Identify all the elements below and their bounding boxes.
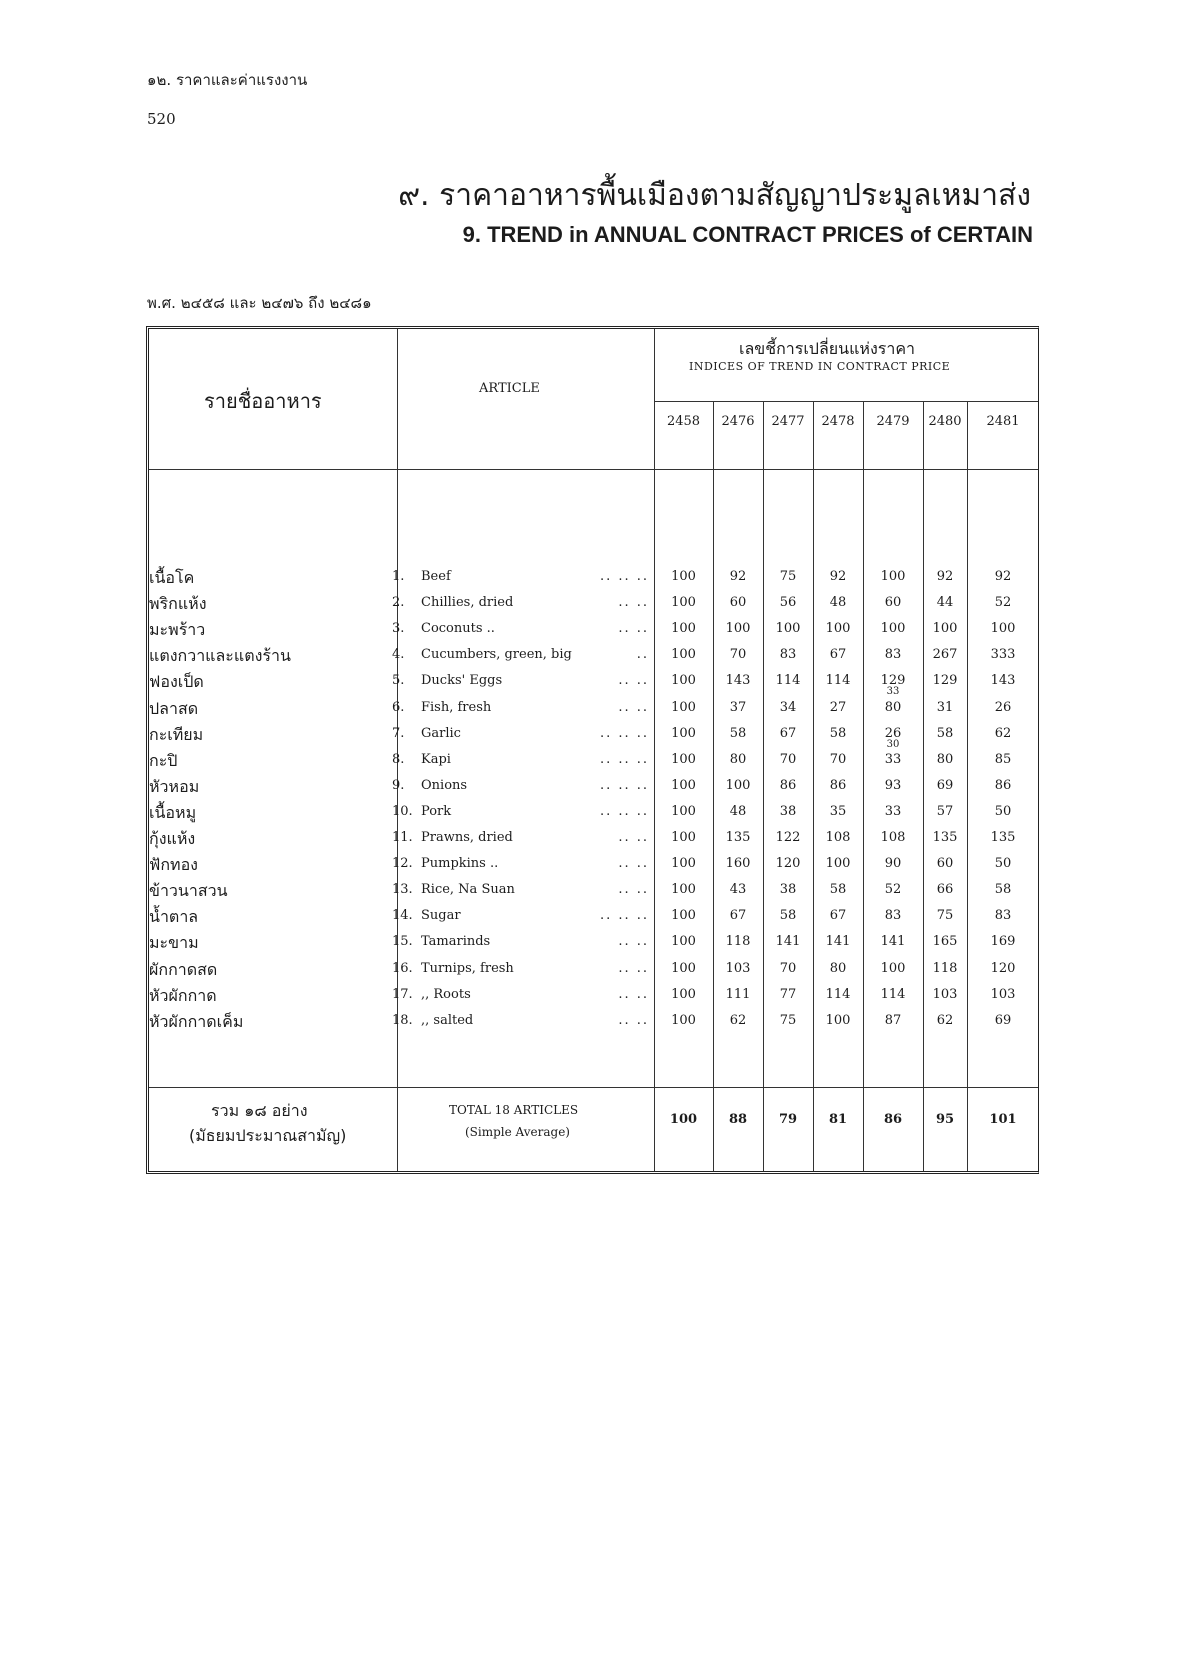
row-value: 58 — [829, 882, 847, 897]
row-value: 58 — [779, 908, 797, 923]
row-value: 57 — [936, 804, 954, 819]
row-value: 114 — [825, 987, 851, 1002]
row-value: 43 — [729, 882, 747, 897]
row-value: 135 — [932, 830, 958, 845]
total-value: 101 — [989, 1112, 1017, 1127]
row-article: Tamarinds — [421, 934, 491, 949]
row-value: 69 — [936, 778, 954, 793]
row-article: Rice, Na Suan — [421, 882, 515, 897]
row-value: 52 — [994, 595, 1012, 610]
row-value: 48 — [729, 804, 747, 819]
row-value: 267 — [932, 647, 958, 662]
year-header: 2476 — [721, 414, 755, 429]
row-value: 100 — [671, 882, 696, 897]
row-thai-name: กุ้งแห้ง — [149, 829, 196, 848]
row-article: Kapi — [421, 752, 451, 767]
leader-dots: .. .. .. — [599, 778, 649, 793]
row-value: 114 — [775, 673, 801, 688]
row-value: 100 — [671, 595, 696, 610]
row-value: 56 — [779, 595, 797, 610]
leader-dots: .. .. — [618, 595, 649, 610]
row-value: 103 — [725, 961, 751, 976]
row-value: 50 — [994, 804, 1012, 819]
row-value: 100 — [880, 621, 906, 636]
row-value: 100 — [671, 673, 696, 688]
row-value: 60 — [884, 595, 902, 610]
row-value: 67 — [829, 647, 847, 662]
row-article: Sugar — [421, 908, 461, 923]
leader-dots: .. .. .. — [599, 726, 649, 741]
row-article: ,, Roots — [421, 987, 471, 1002]
row-article: Garlic — [421, 726, 461, 741]
row-value: 67 — [779, 726, 797, 741]
row-value: 100 — [990, 621, 1016, 636]
row-value: 70 — [779, 961, 797, 976]
title-english: 9. TREND in ANNUAL CONTRACT PRICES of CERTAIN — [462, 222, 1033, 247]
row-value: 38 — [779, 804, 797, 819]
column-header-thai: รายชื่ออาหาร — [204, 389, 322, 413]
row-value: 52 — [884, 882, 902, 897]
row-value: 80 — [829, 961, 847, 976]
row-value: 33 — [884, 752, 902, 767]
row-thai-name: ฟักทอง — [149, 855, 198, 874]
row-thai-name: ผักกาดสด — [149, 960, 218, 979]
row-value: 100 — [671, 726, 696, 741]
row-number: 4. — [392, 647, 405, 662]
row-value: 143 — [990, 673, 1016, 688]
row-value: 58 — [829, 726, 847, 741]
row-value: 108 — [825, 830, 851, 845]
row-number: 9. — [392, 778, 405, 793]
handwritten-annotation: 30 — [886, 739, 900, 750]
row-value: 85 — [994, 752, 1012, 767]
year-header: 2479 — [876, 414, 910, 429]
row-value: 141 — [825, 934, 851, 949]
row-value: 92 — [936, 569, 954, 584]
row-value: 69 — [994, 1013, 1012, 1028]
row-value: 58 — [994, 882, 1012, 897]
row-value: 83 — [994, 908, 1012, 923]
row-number: 17. — [392, 987, 413, 1002]
row-value: 90 — [884, 856, 902, 871]
leader-dots: .. .. .. — [599, 908, 649, 923]
row-value: 143 — [725, 673, 751, 688]
row-value: 100 — [671, 569, 696, 584]
year-header: 2480 — [928, 414, 962, 429]
row-value: 60 — [729, 595, 747, 610]
row-thai-name: กะเทียม — [149, 725, 204, 744]
row-value: 135 — [990, 830, 1016, 845]
row-thai-name: ฟองเป็ด — [149, 672, 204, 691]
row-value: 31 — [936, 700, 954, 715]
row-article: Turnips, fresh — [421, 961, 514, 976]
row-value: 114 — [825, 673, 851, 688]
row-article: ,, salted — [421, 1013, 474, 1028]
row-value: 58 — [729, 726, 747, 741]
row-value: 160 — [725, 856, 751, 871]
row-value: 141 — [880, 934, 906, 949]
row-value: 100 — [671, 856, 696, 871]
row-value: 100 — [671, 830, 696, 845]
row-number: 8. — [392, 752, 405, 767]
row-value: 60 — [936, 856, 954, 871]
row-value: 80 — [936, 752, 954, 767]
row-value: 37 — [729, 700, 747, 715]
row-article: Coconuts .. — [421, 621, 495, 636]
row-thai-name: แตงกวาและแตงร้าน — [149, 646, 291, 665]
row-value: 70 — [829, 752, 847, 767]
row-value: 75 — [936, 908, 954, 923]
total-value: 86 — [883, 1112, 903, 1127]
row-value: 100 — [671, 700, 696, 715]
row-number: 18. — [392, 1013, 413, 1028]
leader-dots: .. .. — [618, 961, 649, 976]
total-value: 79 — [778, 1112, 798, 1127]
leader-dots: .. .. — [618, 673, 649, 688]
row-article: Onions — [421, 778, 468, 793]
indices-header-thai: เลขชี้การเปลี่ยนแห่งราคา — [739, 339, 916, 358]
row-value: 92 — [729, 569, 747, 584]
row-number: 2. — [392, 595, 405, 610]
title-thai: ๙. ราคาอาหารพื้นเมืองตามสัญญาประมูลเหมาส่ง — [398, 178, 1031, 213]
row-value: 100 — [775, 621, 801, 636]
row-value: 120 — [775, 856, 801, 871]
row-value: 100 — [671, 647, 696, 662]
header-divider — [654, 401, 1038, 402]
row-thai-name: เนื้อโค — [149, 568, 195, 587]
row-value: 100 — [671, 778, 696, 793]
total-divider — [149, 1087, 1038, 1088]
row-value: 111 — [725, 987, 751, 1002]
row-value: 48 — [829, 595, 847, 610]
leader-dots: .. .. — [618, 882, 649, 897]
row-value: 26 — [884, 726, 902, 741]
row-value: 80 — [729, 752, 747, 767]
row-value: 169 — [990, 934, 1016, 949]
row-value: 80 — [884, 700, 902, 715]
leader-dots: .. .. — [618, 856, 649, 871]
row-value: 100 — [671, 1013, 696, 1028]
row-value: 129 — [880, 673, 906, 688]
row-article: Chillies, dried — [421, 595, 514, 610]
row-thai-name: น้ำตาล — [149, 907, 199, 926]
year-header: 2477 — [771, 414, 805, 429]
leader-dots: .. .. — [618, 934, 649, 949]
leader-dots: .. .. — [618, 1013, 649, 1028]
row-value: 83 — [884, 647, 902, 662]
row-value: 100 — [671, 908, 696, 923]
row-value: 86 — [994, 778, 1012, 793]
row-value: 103 — [990, 987, 1016, 1002]
column-divider — [654, 329, 655, 1171]
row-value: 77 — [779, 987, 797, 1002]
row-thai-name: เนื้อหมู — [149, 803, 197, 822]
row-value: 100 — [671, 804, 696, 819]
row-number: 15. — [392, 934, 413, 949]
price-index-table — [146, 326, 1039, 1174]
leader-dots: .. .. — [618, 621, 649, 636]
row-article: Pumpkins .. — [421, 856, 499, 871]
row-value: 67 — [729, 908, 747, 923]
leader-dots: .. .. — [618, 830, 649, 845]
handwritten-annotation: 33 — [886, 686, 900, 697]
total-label-english: TOTAL 18 ARTICLES — [449, 1103, 579, 1117]
column-header-article: ARTICLE — [479, 381, 540, 396]
column-divider — [397, 329, 398, 1171]
row-value: 50 — [994, 856, 1012, 871]
row-value: 122 — [775, 830, 801, 845]
row-number: 7. — [392, 726, 405, 741]
leader-dots: .. .. — [618, 987, 649, 1002]
row-number: 10. — [392, 804, 413, 819]
leader-dots: .. — [636, 647, 649, 662]
row-value: 83 — [779, 647, 797, 662]
row-value: 93 — [884, 778, 902, 793]
year-range: พ.ศ. ๒๔๕๘ และ ๒๔๗๖ ถึง ๒๔๘๑ — [147, 294, 372, 312]
row-value: 129 — [932, 673, 958, 688]
total-value: 81 — [828, 1112, 848, 1127]
row-number: 1. — [392, 569, 405, 584]
row-value: 66 — [936, 882, 954, 897]
row-value: 100 — [880, 569, 906, 584]
row-value: 44 — [936, 595, 954, 610]
row-thai-name: หัวหอม — [149, 777, 200, 796]
row-number: 5. — [392, 673, 405, 688]
row-value: 108 — [880, 830, 906, 845]
row-thai-name: พริกแห้ง — [149, 594, 207, 613]
row-thai-name: ข้าวนาสวน — [149, 881, 228, 900]
total-label-thai: รวม ๑๘ อย่าง — [211, 1101, 308, 1120]
row-article: Fish, fresh — [421, 700, 492, 715]
total-value: 88 — [728, 1112, 748, 1127]
row-value: 70 — [779, 752, 797, 767]
row-article: Prawns, dried — [421, 830, 513, 845]
row-value: 100 — [671, 752, 696, 767]
section-header: ๑๒. ราคาและค่าแรงงาน — [147, 71, 308, 89]
row-value: 100 — [671, 934, 696, 949]
row-article: Ducks' Eggs — [421, 673, 503, 688]
row-number: 12. — [392, 856, 413, 871]
total-value: 100 — [669, 1112, 698, 1127]
row-value: 333 — [990, 647, 1016, 662]
row-thai-name: มะพร้าว — [149, 620, 206, 639]
row-thai-name: หัวผักกาดเค็ม — [149, 1012, 244, 1031]
row-value: 26 — [994, 700, 1012, 715]
row-value: 75 — [779, 569, 797, 584]
leader-dots: .. .. .. — [599, 569, 649, 584]
row-value: 114 — [880, 987, 906, 1002]
row-value: 34 — [779, 700, 797, 715]
row-article: Pork — [421, 804, 452, 819]
leader-dots: .. .. .. — [599, 752, 649, 767]
row-value: 87 — [884, 1013, 902, 1028]
row-value: 86 — [779, 778, 797, 793]
total-label-english-sub: (Simple Average) — [465, 1125, 570, 1139]
total-value: 95 — [935, 1112, 955, 1127]
row-value: 103 — [932, 987, 958, 1002]
row-thai-name: กะปิ — [149, 751, 178, 770]
row-article: Beef — [421, 569, 451, 584]
page-number: 520 — [147, 110, 176, 128]
row-thai-name: มะขาม — [149, 933, 199, 952]
row-value: 100 — [825, 1013, 851, 1028]
row-number: 11. — [392, 830, 413, 845]
row-number: 6. — [392, 700, 405, 715]
row-value: 100 — [671, 621, 696, 636]
row-number: 3. — [392, 621, 405, 636]
row-value: 100 — [671, 961, 696, 976]
total-label-thai-sub: (มัธยมประมาณสามัญ) — [189, 1126, 347, 1145]
year-header: 2481 — [986, 414, 1020, 429]
row-value: 165 — [932, 934, 958, 949]
indices-header-english: INDICES OF TREND IN CONTRACT PRICE — [689, 360, 951, 373]
row-value: 120 — [990, 961, 1016, 976]
row-value: 100 — [825, 856, 851, 871]
row-number: 16. — [392, 961, 413, 976]
year-header: 2458 — [666, 414, 701, 429]
row-article: Cucumbers, green, big — [421, 647, 572, 662]
row-value: 62 — [729, 1013, 747, 1028]
row-value: 118 — [725, 934, 751, 949]
row-value: 118 — [932, 961, 958, 976]
row-value: 100 — [725, 621, 751, 636]
row-thai-name: ปลาสด — [149, 699, 199, 718]
row-value: 141 — [775, 934, 801, 949]
leader-dots: .. .. — [618, 700, 649, 715]
row-value: 70 — [729, 647, 747, 662]
row-value: 92 — [994, 569, 1012, 584]
row-value: 83 — [884, 908, 902, 923]
row-value: 100 — [671, 987, 696, 1002]
row-number: 14. — [392, 908, 413, 923]
row-value: 58 — [936, 726, 954, 741]
row-value: 100 — [932, 621, 958, 636]
header-bottom-line — [149, 469, 1038, 470]
row-value: 100 — [825, 621, 851, 636]
row-value: 100 — [725, 778, 751, 793]
leader-dots: .. .. .. — [599, 804, 649, 819]
year-header: 2478 — [821, 414, 855, 429]
row-value: 27 — [829, 700, 847, 715]
row-value: 86 — [829, 778, 847, 793]
row-value: 135 — [725, 830, 751, 845]
row-value: 75 — [779, 1013, 797, 1028]
row-thai-name: หัวผักกาด — [149, 986, 217, 1005]
row-value: 33 — [884, 804, 902, 819]
row-value: 62 — [994, 726, 1012, 741]
row-number: 13. — [392, 882, 413, 897]
row-value: 38 — [779, 882, 797, 897]
row-value: 67 — [829, 908, 847, 923]
row-value: 62 — [936, 1013, 954, 1028]
row-value: 92 — [829, 569, 847, 584]
row-value: 100 — [880, 961, 906, 976]
row-value: 35 — [829, 804, 847, 819]
